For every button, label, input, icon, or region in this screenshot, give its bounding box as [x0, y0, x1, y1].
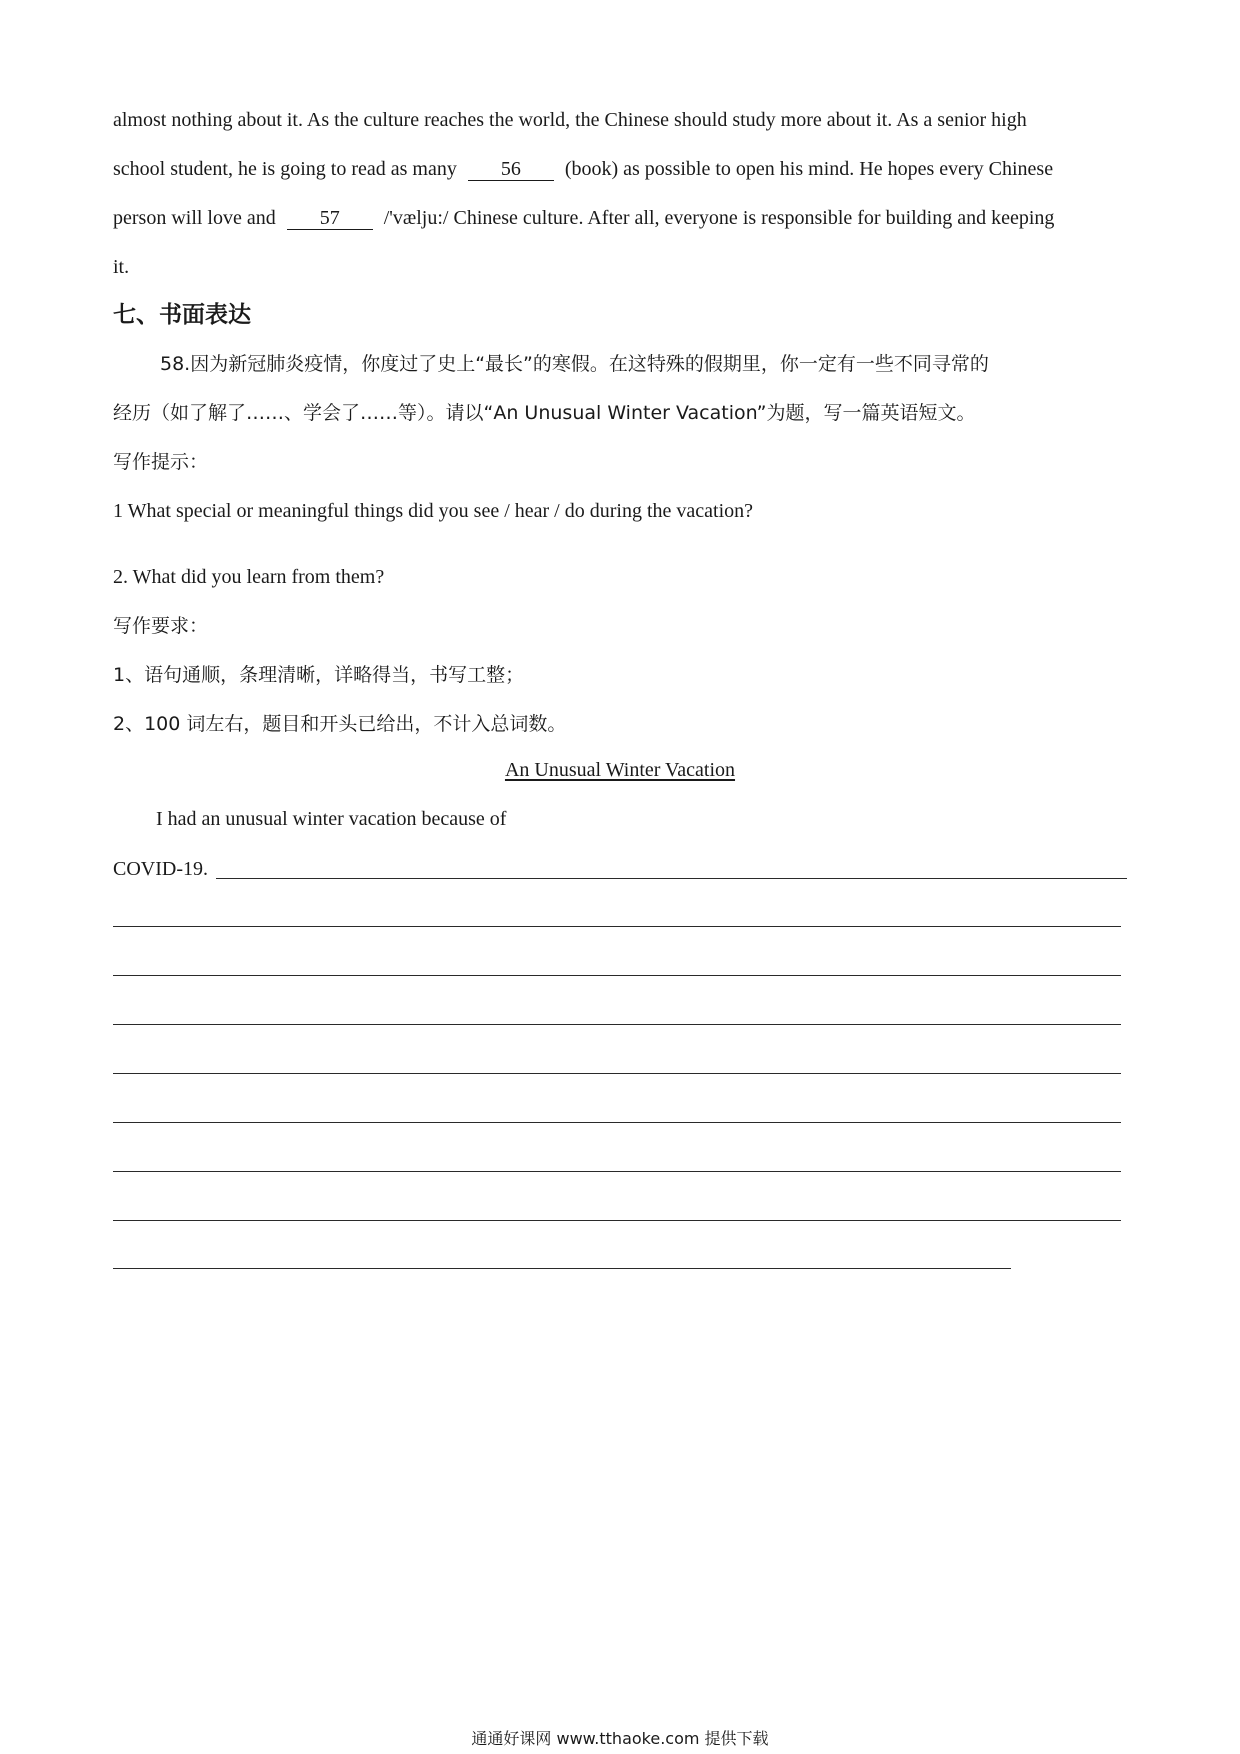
passage-line-4 — [113, 253, 1128, 281]
page-footer: 通通好课网 www.tthaoke.com 提供下载 — [471, 1729, 769, 1748]
prompt-line-1-text: 58.因为新冠肺炎疫情，你度过了史上“最长”的寒假。在这特殊的假期里，你一定有一些不同寻常的 — [160, 353, 989, 375]
writing-line-5[interactable] — [113, 1073, 1121, 1074]
essay-opening-cont: COVID-19. — [113, 858, 208, 880]
writing-line-4[interactable] — [113, 1024, 1121, 1025]
essay-opening: I had an unusual winter vacation because of — [156, 808, 507, 830]
hint-2: 2. What did you learn from them? — [113, 566, 385, 588]
writing-line-2[interactable] — [113, 926, 1121, 927]
requirement-1: 1、语句通顺，条理清晰，详略得当，书写工整； — [113, 664, 525, 686]
passage-line-1 — [113, 106, 1128, 134]
passage-line-2 — [113, 155, 1128, 183]
requirement-2: 2、100 词左右，题目和开头已给出，不计入总词数。 — [113, 713, 567, 735]
hint-1: 1 What special or meaningful things did you see / hear / do during the vacation? — [113, 500, 754, 522]
writing-line-7[interactable] — [113, 1171, 1121, 1172]
requirements-label: 写作要求： — [113, 615, 209, 637]
passage-line-3-before: person will love and — [113, 207, 276, 229]
writing-line-8[interactable] — [113, 1220, 1121, 1221]
passage-line-2-after: (book) as possible to open his mind. He hopes every Chinese — [564, 158, 1054, 180]
passage-line-3-after: /'vælju:/ Chinese culture. After all, everyone is responsible for building and keeping — [383, 207, 1055, 229]
passage-line-4-text: it. — [113, 256, 130, 278]
essay-title-text: An Unusual Winter Vacation — [504, 759, 736, 781]
section-heading: 七、书面表达 — [113, 302, 251, 328]
hints-label: 写作提示： — [113, 451, 209, 473]
blank-57: 57 — [287, 207, 373, 230]
writing-line-9[interactable] — [113, 1268, 1011, 1269]
writing-line-6[interactable] — [113, 1122, 1121, 1123]
prompt-line-2 — [113, 399, 1128, 427]
writing-line-3[interactable] — [113, 975, 1121, 976]
passage-line-2-before: school student, he is going to read as many — [113, 158, 457, 180]
prompt-line-1 — [160, 350, 1128, 378]
prompt-line-2-text: 经历（如了解了……、学会了……等）。请以“An Unusual Winter Vacation”为题，写一篇英语短文。 — [113, 402, 976, 424]
passage-line-1-text: almost nothing about it. As the culture reaches the world, the Chinese should study more about it. As a senior high — [113, 109, 1027, 131]
passage-line-3 — [113, 204, 1128, 232]
blank-56: 56 — [468, 158, 554, 181]
essay-title — [0, 756, 1240, 784]
writing-line-1[interactable] — [216, 878, 1127, 879]
